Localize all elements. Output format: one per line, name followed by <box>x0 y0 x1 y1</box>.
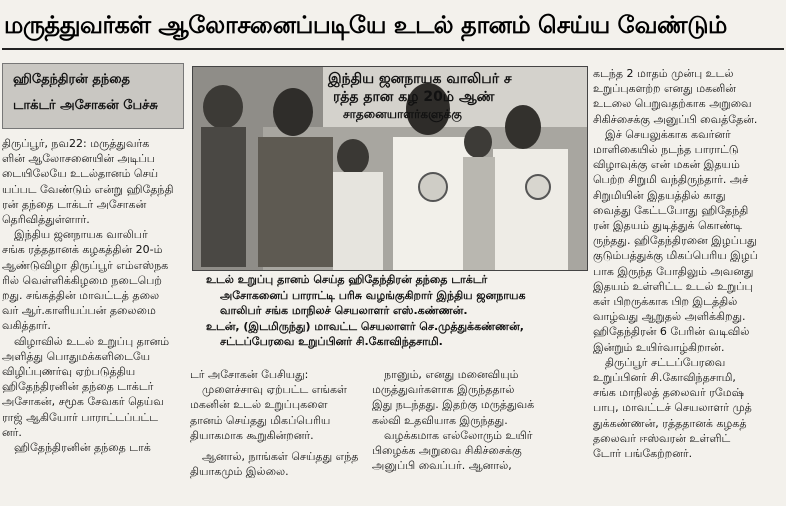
middle-column-2 <box>372 367 586 503</box>
text-line: விழாவுக்கு என் மகன் இதயம் <box>593 158 740 172</box>
text-line: சிகிச்சைக்கு அனுப்பி வைத்தேன். <box>593 112 758 126</box>
text-line: தியாகமும் இல்லை. <box>190 465 289 479</box>
text-line: அசோகன், சமூக சேவகர் தெய்வ <box>2 395 164 409</box>
photo-banner-line-2: ரத்த தான கழ 20ம் ஆண் <box>333 89 495 105</box>
text-line: விழாவில் உடல் உறுப்பு தானம் <box>14 334 170 348</box>
text-line: பெற்ற சிறுமி வந்திருந்தார். அச் <box>593 173 749 187</box>
subhead-line-2: டாக்டர் அசோகன் பேச்சு <box>13 98 158 113</box>
text-line: யப்பட வேண்டும் என்று ஹிதேந்தி <box>2 182 174 196</box>
text-line: பாபு, மாவட்டச் செயலாளர் முத் <box>593 401 752 415</box>
text-line: ரன் இதயம் துடித்துக் கொண்டி <box>593 219 743 233</box>
subhead-line-1: ஹிதேந்திரன் தந்தை <box>13 72 130 87</box>
text-line: அனுப்பி வைப்பர். ஆனால், <box>372 459 512 473</box>
text-line: டோர் பங்கேற்றனர். <box>593 447 693 461</box>
subhead-box <box>2 63 184 129</box>
text-line: துக்கண்ணன், ரத்ததானக் கழகத் <box>593 416 747 430</box>
text-line: மருத்துவர்களாக இருந்ததால் <box>372 383 515 397</box>
text-line: இச் செயலுக்காக கவர்னர் <box>605 127 731 141</box>
text-line: நானும், எனது மனைவியும் <box>384 368 519 381</box>
text-line: உறுப்புகளற்ற எனது மகனின் <box>593 82 736 96</box>
text-line: தலைவர் ஈஸ்வரன் உள்ளிட் <box>593 431 731 445</box>
photo-caption <box>192 272 588 364</box>
text-line: வாழ்வது ஆறுதல் அளிக்கிறது. <box>593 310 746 324</box>
text-line: டர் அசோகன் பேசியது: <box>190 368 309 381</box>
text-line: இந்திய ஜனநாயக வாலிபர் <box>14 228 148 242</box>
text-line: ரில் வெள்ளிக்கிழமை நடைபெற் <box>2 273 162 287</box>
text-line: ருந்தது. ஹிதேந்திரனை இழப்பது <box>593 234 757 248</box>
text-line: அளித்து பொதுமக்களிடையே <box>2 349 151 363</box>
text-line: சிறுமியின் இதயத்தில் காது <box>593 188 726 202</box>
text-line: இது நடந்தது. இதற்கு மருத்துவக் <box>372 398 535 412</box>
caption-line: உடன், (இடமிருந்து) மாவட்ட செயலாளர் செ.முத்துக்கண்ணன், <box>206 319 524 333</box>
right-column <box>593 66 783 502</box>
text-line: சங்க மாநிலத் தலைவர் ரமேஷ் <box>593 386 744 400</box>
text-line: இதயம் உள்ளிட்ட உடல் உறுப்பு <box>593 279 753 293</box>
text-line: ளின் ஆலோசனையின் அடிப்ப <box>2 152 155 166</box>
text-line: கடந்த 2 மாதம் முன்பு உடல் <box>593 67 734 80</box>
caption-line: சட்டப்பேரவை உறுப்பினர் சி.கோவிந்தசாமி. <box>220 335 443 348</box>
text-line: றது. சங்கத்தின் மாவட்டத் தலை <box>2 289 160 303</box>
caption-line: அசோகனைப் பாராட்டி பரிசு வழங்குகிறார் இந்திய ஜனநாயக <box>220 288 526 302</box>
text-line: உடலை பெறுவதற்காக அறுவை <box>593 97 752 111</box>
text-line: இன்றும் உயிர்வாழ்கிறான். <box>593 340 725 354</box>
text-line: விழிப்புணர்வு ஏற்படுத்திய <box>2 365 136 379</box>
text-line: ஹிதேந்திரனின் தந்தை டாக் <box>14 441 151 455</box>
text-line: கல்வி உதவியாக இருந்தது. <box>372 413 508 427</box>
photo-banner-line-1: இந்திய ஜனநாயக வாலிபர் ச <box>328 71 512 87</box>
text-line: ராஜ் ஆகியோர் பாராட்டப்பட்ட <box>2 410 159 424</box>
headline-rule <box>2 48 784 50</box>
text-line: ஹிதேந்திரன் 6 பேரின் வடிவில் <box>593 325 750 339</box>
text-line: வகித்தார். <box>2 319 51 333</box>
text-line: தானம் செய்தது மிகப்பெரிய <box>190 413 331 427</box>
caption-line: உடல் உறுப்பு தானம் செய்த ஹிதேந்திரன் தந்தை டாக்டர் <box>206 273 488 286</box>
text-line: தெரிவித்துள்ளார். <box>2 213 90 227</box>
text-line: வழக்கமாக எல்லோரும் உயிர் <box>384 428 533 442</box>
text-line: னர். <box>2 425 22 439</box>
text-line: கள் பிறருக்காக பிற இடத்தில் <box>593 295 738 309</box>
text-line: சங்க ரத்ததானக் கழகத்தின் 20-ம் <box>2 243 163 257</box>
headline: மருத்துவர்கள் ஆலோசனைப்படியே உடல் தானம் செய்ய வேண்டும் <box>4 11 727 39</box>
text-line: மாளிகையில் நடந்த பாராட்டு <box>593 143 739 157</box>
text-line: வைத்து கேட்டபோது ஹிதேந்தி <box>593 203 749 217</box>
text-line: தியாகமாக கூறுகின்றனர். <box>190 428 314 442</box>
text-line: வர் ஆர்.காளியப்பன் தலைமை <box>2 304 156 318</box>
text-line: குடும்பத்துக்கு மிகப்பெரிய இழப் <box>593 249 758 263</box>
news-photo <box>192 66 588 271</box>
middle-column-1 <box>190 367 366 503</box>
caption-line: வாலிபர் சங்க மாநிலச் செயலாளர் எஸ்.கண்ணன். <box>220 304 468 317</box>
text-line: டையிலேயே உடல்தானம் செய் <box>2 167 159 181</box>
text-line: மகனின் உடல் உறுப்புகளை <box>190 398 328 412</box>
text-line: ஆண்டுவிழா திருப்பூர் எம்எஸ்நக <box>2 258 169 272</box>
photo-banner-line-3: சாதனையாளர்களுக்கு <box>343 107 462 121</box>
text-line: ஹிதேந்திரனின் தந்தை டாக்டர் <box>2 380 154 394</box>
left-column <box>2 136 185 502</box>
text-line: திருப்பூர் சட்டப்பேரவை <box>605 355 726 369</box>
text-line: பிழைக்க அறுவை சிகிச்சைக்கு <box>372 444 522 458</box>
text-line: பாக இருந்த போதிலும் அவனது <box>593 264 754 278</box>
text-line: முளைச்சாவு ஏற்பட்ட எங்கள் <box>202 383 347 397</box>
text-line: ரன் தந்தை டாக்டர் அசோகன் <box>2 197 147 211</box>
text-line: திருப்பூர், நவ22: மருத்துவர்க <box>2 137 150 150</box>
text-line: உறுப்பினர் சி.கோவிந்தசாமி, <box>593 371 736 385</box>
text-line: ஆனால், நாங்கள் செய்தது எந்த <box>202 450 359 464</box>
